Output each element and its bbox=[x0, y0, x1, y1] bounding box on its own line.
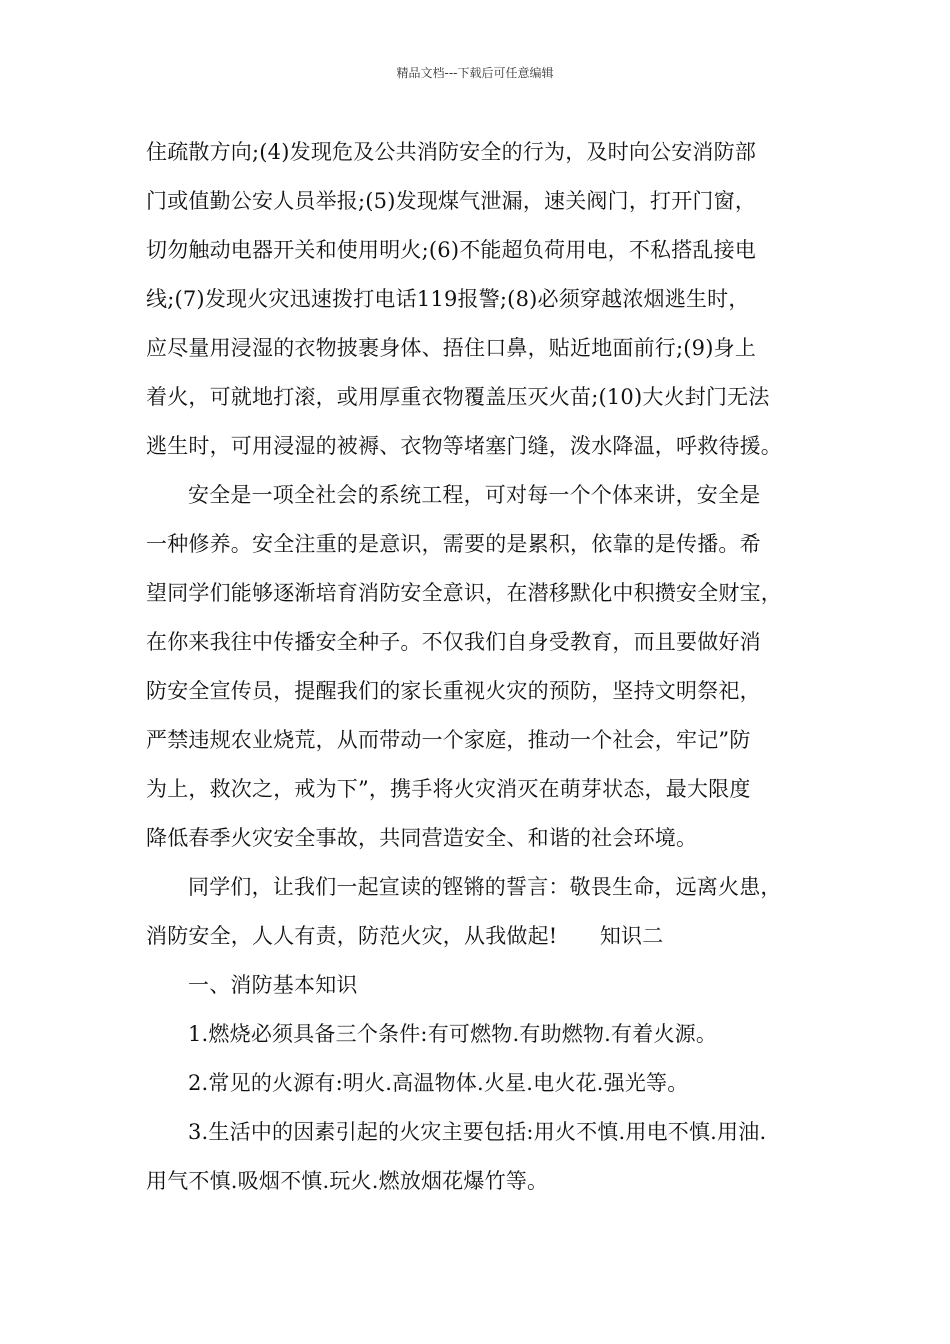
text-line: 严禁违规农业烧荒，从而带动一个家庭，推动一个社会，牢记”防 bbox=[146, 728, 751, 752]
list-item: 2.常见的火源有:明火.高温物体.火星.电火花.强光等。 bbox=[188, 1071, 689, 1095]
text-line: 逃生时，可用浸湿的被褥、衣物等堵塞门缝，泼水降温，呼救待援。 bbox=[146, 434, 782, 458]
text-line: 线;(7)发现火灾迅速拨打电话119报警;(8)必须穿越浓烟逃生时， bbox=[146, 287, 750, 311]
paragraph-start-line: 安全是一项全社会的系统工程，可对每一个个体来讲，安全是 bbox=[188, 483, 761, 507]
text-line: 降低春季火灾安全事故，共同营造安全、和谐的社会环境。 bbox=[146, 826, 698, 850]
text-line: 用气不慎.吸烟不慎.玩火.燃放烟花爆竹等。 bbox=[146, 1169, 549, 1193]
text-line: 望同学们能够逐渐培育消防安全意识，在潜移默化中积攒安全财宝， bbox=[146, 581, 782, 605]
text-line: 一种修养。安全注重的是意识，需要的是累积，依靠的是传播。希 bbox=[146, 532, 761, 556]
paragraph-start-line: 同学们，让我们一起宣读的铿锵的誓言：敬畏生命，远离火患， bbox=[188, 875, 782, 899]
text-line: 在你来我往中传播安全种子。不仅我们自身受教育，而且要做好消 bbox=[146, 630, 761, 654]
list-item: 3.生活中的因素引起的火灾主要包括:用火不慎.用电不慎.用油. bbox=[188, 1120, 767, 1144]
text-line: 为上，救次之，戒为下”，携手将火灾消灭在萌芽状态，最大限度 bbox=[146, 777, 751, 801]
text-line: 门或值勤公安人员举报;(5)发现煤气泄漏，速关阀门，打开门窗， bbox=[146, 189, 757, 213]
text-line: 消防安全，人人有责，防范火灾，从我做起! 知识二 bbox=[146, 924, 664, 948]
document-body bbox=[146, 128, 826, 1206]
text-line: 防安全宣传员，提醒我们的家长重视火灾的预防，坚持文明祭祀， bbox=[146, 679, 761, 703]
text-line: 着火，可就地打滚，或用厚重衣物覆盖压灭火苗;(10)大火封门无法 bbox=[146, 385, 770, 409]
list-item: 1.燃烧必须具备三个条件:有可燃物.有助燃物.有着火源。 bbox=[188, 1022, 718, 1046]
section-heading: 一、消防基本知识 bbox=[188, 973, 358, 997]
text-line: 住疏散方向;(4)发现危及公共消防安全的行为，及时向公安消防部 bbox=[146, 140, 757, 164]
page-header: 精品文档---下载后可任意编辑 bbox=[396, 66, 554, 80]
text-line: 切勿触动电器开关和使用明火;(6)不能超负荷用电，不私搭乱接电 bbox=[146, 238, 757, 262]
text-line: 应尽量用浸湿的衣物披裹身体、捂住口鼻，贴近地面前行;(9)身上 bbox=[146, 336, 757, 360]
